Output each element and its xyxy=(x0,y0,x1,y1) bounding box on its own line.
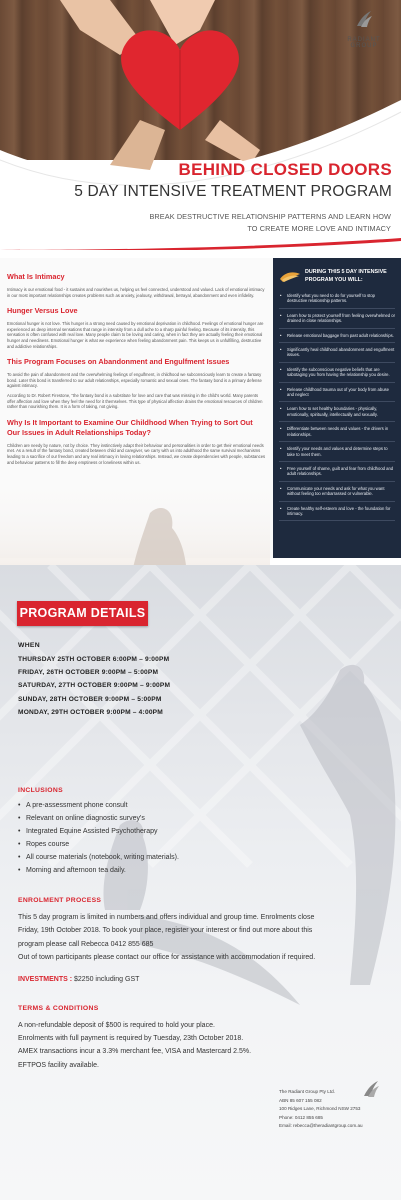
panel-title xyxy=(305,268,387,284)
paragraph: Emotional hunger is not love. This hunger is a strong need caused by emotional deprivation in childhood. Feelings of emotional hunger are experienced as deep internal sensations that range in intensity from a dull ache to a sharp painful feeling. Because of its intensity, this sensation is often confused with real love. Many people claim to be loving and caring, when in fact they are actually feeling their emotional hunger and neediness. Emotional hunger is what we experience when feeling abandonment pain. This keeps us in unfulfilling, destructive and addictive relationships. xyxy=(7,321,264,349)
hero-title-block xyxy=(0,160,392,201)
enrolment-line: program please call Rebecca 0412 855 685 xyxy=(18,940,154,948)
list-item: • Create healthy self-esteem and love - the foundation for intimacy. xyxy=(279,506,395,522)
radiant-group-logo xyxy=(341,8,387,49)
abn: ABN 85 607 155 082 xyxy=(279,1097,322,1103)
enrolment-line: Friday, 19th October 2018. To book your place, register your interest or find out more about this xyxy=(18,927,313,935)
schedule-date: SUNDAY, 28TH OCTOBER 9:00PM – 5:00PM xyxy=(18,695,162,703)
schedule-list xyxy=(18,653,170,719)
list-item: • Release emotional baggage from past adult relationships. xyxy=(279,333,395,343)
heading-why-examine-childhood: Why Is It Important to Examine Our Childhood When Trying to Sort Out Our Issues in Adult Relationships Today? xyxy=(7,417,253,437)
list-item: • A pre-assessment phone consult xyxy=(18,799,179,812)
paragraph: Children are needy by nature, not by choice. They instinctively adapt their behaviour and personalities in order to get their emotional needs met. As a result of the fantasy bond, created between child and caregiver, we carry with us into adulthood the same survival mechanisms leading to a sacrifice of our freedom and any real intimacy in loving relationships. Instead, we create dependencies with people, substances and behaviour patterns to fill the deep emptiness or loneliness within us. xyxy=(7,442,266,465)
panel-title-line-2: PROGRAM YOU WILL: xyxy=(305,277,363,283)
tagline-line-1: BREAK DESTRUCTIVE RELATIONSHIP PATTERNS AND LEARN HOW xyxy=(149,212,391,221)
inclusions-list xyxy=(18,799,179,877)
benefits-list xyxy=(279,293,395,521)
investment-line xyxy=(18,976,139,983)
brushstroke-icon xyxy=(279,270,301,284)
panel-title-line-1: DURING THIS 5 DAY INTENSIVE xyxy=(305,269,387,275)
program-benefits-panel xyxy=(273,258,401,558)
program-details-badge: PROGRAM DETAILS xyxy=(17,601,148,626)
list-item: • Identify your needs and values and determine steps to take to meet them. xyxy=(279,446,395,462)
list-item: • Learn how to protect yourself from feeling overwhelmed or drained in close relationships. xyxy=(279,313,395,329)
terms-item: AMEX transactions incur a 3.3% merchant fee, VISA and Mastercard 2.5%. xyxy=(18,1048,252,1056)
list-item: • Free yourself of shame, guilt and fear from childhood and adult relationships. xyxy=(279,466,395,482)
footer-logo-icon xyxy=(360,1078,382,1100)
address: 100 Ridges Lane, Richmond NSW 2753 xyxy=(279,1106,361,1112)
tagline-line-2: TO CREATE MORE LOVE AND INTIMACY xyxy=(247,224,391,233)
panel-header xyxy=(279,268,395,284)
paragraph: Intimacy is our emotional food - it sustains and nourishes us, helping us feel connected, understood and valued. Lack of emotional intimacy in our most important relationships creates problems such as anxiety, jealousy, withdrawal, betrayal, abandonment and even infidelity. xyxy=(7,287,265,298)
terms-item: A non-refundable deposit of $500 is required to hold your place. xyxy=(18,1022,215,1029)
terms-list xyxy=(18,1019,251,1072)
enrolment-line: This 5 day program is limited in numbers and offers individual and group time. Enrolments close xyxy=(18,914,315,921)
list-item: • Significantly heal childhood abandonment and engulfment issues. xyxy=(279,347,395,363)
list-item: • Morning and afternoon tea daily. xyxy=(18,864,179,877)
logo-mark-icon xyxy=(353,8,375,30)
email-link[interactable]: Email: rebecca@theradiantgroup.com.au xyxy=(279,1123,363,1129)
red-swoosh-divider xyxy=(0,238,401,250)
paragraph: According to Dr. Robert Firestone, "the fantasy bond is a substitute for love and care that was missing in the child's world. Many parents offer affection and love when they feel the need for it themselves. This type of physical affection drains the emotional resources of children rather than nourishing them. It is a form of taking, not giving. xyxy=(7,392,263,410)
investment-label: INVESTMENTS : xyxy=(18,976,73,983)
schedule-date: SATURDAY, 27TH OCTOBER 9:00PM – 9:00PM xyxy=(18,682,171,690)
schedule-date: MONDAY, 29TH OCTOBER 9:00PM – 4:00PM xyxy=(18,708,163,716)
tagline xyxy=(131,211,391,235)
page-subtitle: 5 DAY INTENSIVE TREATMENT PROGRAM xyxy=(74,183,392,200)
hero-banner xyxy=(0,0,401,250)
terms-heading: TERMS & CONDITIONS xyxy=(18,1005,99,1012)
phone: Phone: 0412 855 685 xyxy=(279,1114,323,1120)
info-left-column xyxy=(7,264,266,469)
heading-what-is-intimacy: What Is Intimacy xyxy=(7,272,65,281)
list-item: • Learn how to set healthy boundaries - physically, emotionally, spiritually, intellectually and sexually. xyxy=(279,406,395,422)
list-item: • Identify the subconscious negative beliefs that are sabotaging you from having the relationship you desire. xyxy=(279,367,395,383)
schedule-date: FRIDAY, 26TH OCTOBER 9:00PM – 5:00PM xyxy=(18,669,159,677)
paragraph: To avoid the pain of abandonment and the overwhelming feelings of engulfment, in childhood we subconsciously learn to create a fantasy bond. Later this bond is transferred to our adult relationships, especially romantic and sexual ones. The fantasy bond is a primary defense against intimacy. xyxy=(7,372,262,389)
enrolment-line: Out of town participants please contact our office for assistance with accommodation if required. xyxy=(18,953,316,961)
list-item: • Identify what you need to do for yourself to stop destructive relationship patterns. xyxy=(279,293,395,309)
schedule-date: THURSDAY 25TH OCTOBER 6:00PM – 9:00PM xyxy=(18,656,170,663)
enrolment-text xyxy=(18,911,388,964)
investment-value: $2250 including GST xyxy=(74,976,140,983)
list-item: • Differentiate between needs and values - the drivers in relationships. xyxy=(279,426,395,442)
terms-item: EFTPOS facility available. xyxy=(18,1061,99,1069)
list-item: • Ropes course xyxy=(18,838,179,851)
list-item: • Communicate your needs and ask for what you want without feeling too embarrassed or vulnerable. xyxy=(279,486,395,502)
page-title: BEHIND CLOSED DOORS xyxy=(178,160,392,179)
info-section xyxy=(0,258,401,558)
logo-text: RADIANT GROUP xyxy=(347,37,381,49)
list-item: • All course materials (notebook, writing materials). xyxy=(18,851,179,864)
hand-bottom-right xyxy=(205,120,260,165)
heading-hunger-versus-love: Hunger Versus Love xyxy=(7,306,78,316)
list-item: • Release childhood trauma out of your body from abuse and neglect xyxy=(279,387,395,403)
company-name: The Radiant Group Pty Ltd. xyxy=(279,1089,335,1094)
when-label: WHEN xyxy=(18,642,40,649)
heading-program-focuses: This Program Focuses on Abandonment and Engulfment Issues xyxy=(7,357,230,367)
list-item: • Relevant on online diagnostic survey's xyxy=(18,812,179,825)
enrolment-heading: ENROLMENT PROCESS xyxy=(18,897,102,904)
terms-item: Enrolments with full payment is required by Tuesday, 23th October 2018. xyxy=(18,1035,244,1043)
inclusions-heading: INCLUSIONS xyxy=(18,787,63,794)
list-item: • Integrated Equine Assisted Psychotherapy xyxy=(18,825,179,838)
